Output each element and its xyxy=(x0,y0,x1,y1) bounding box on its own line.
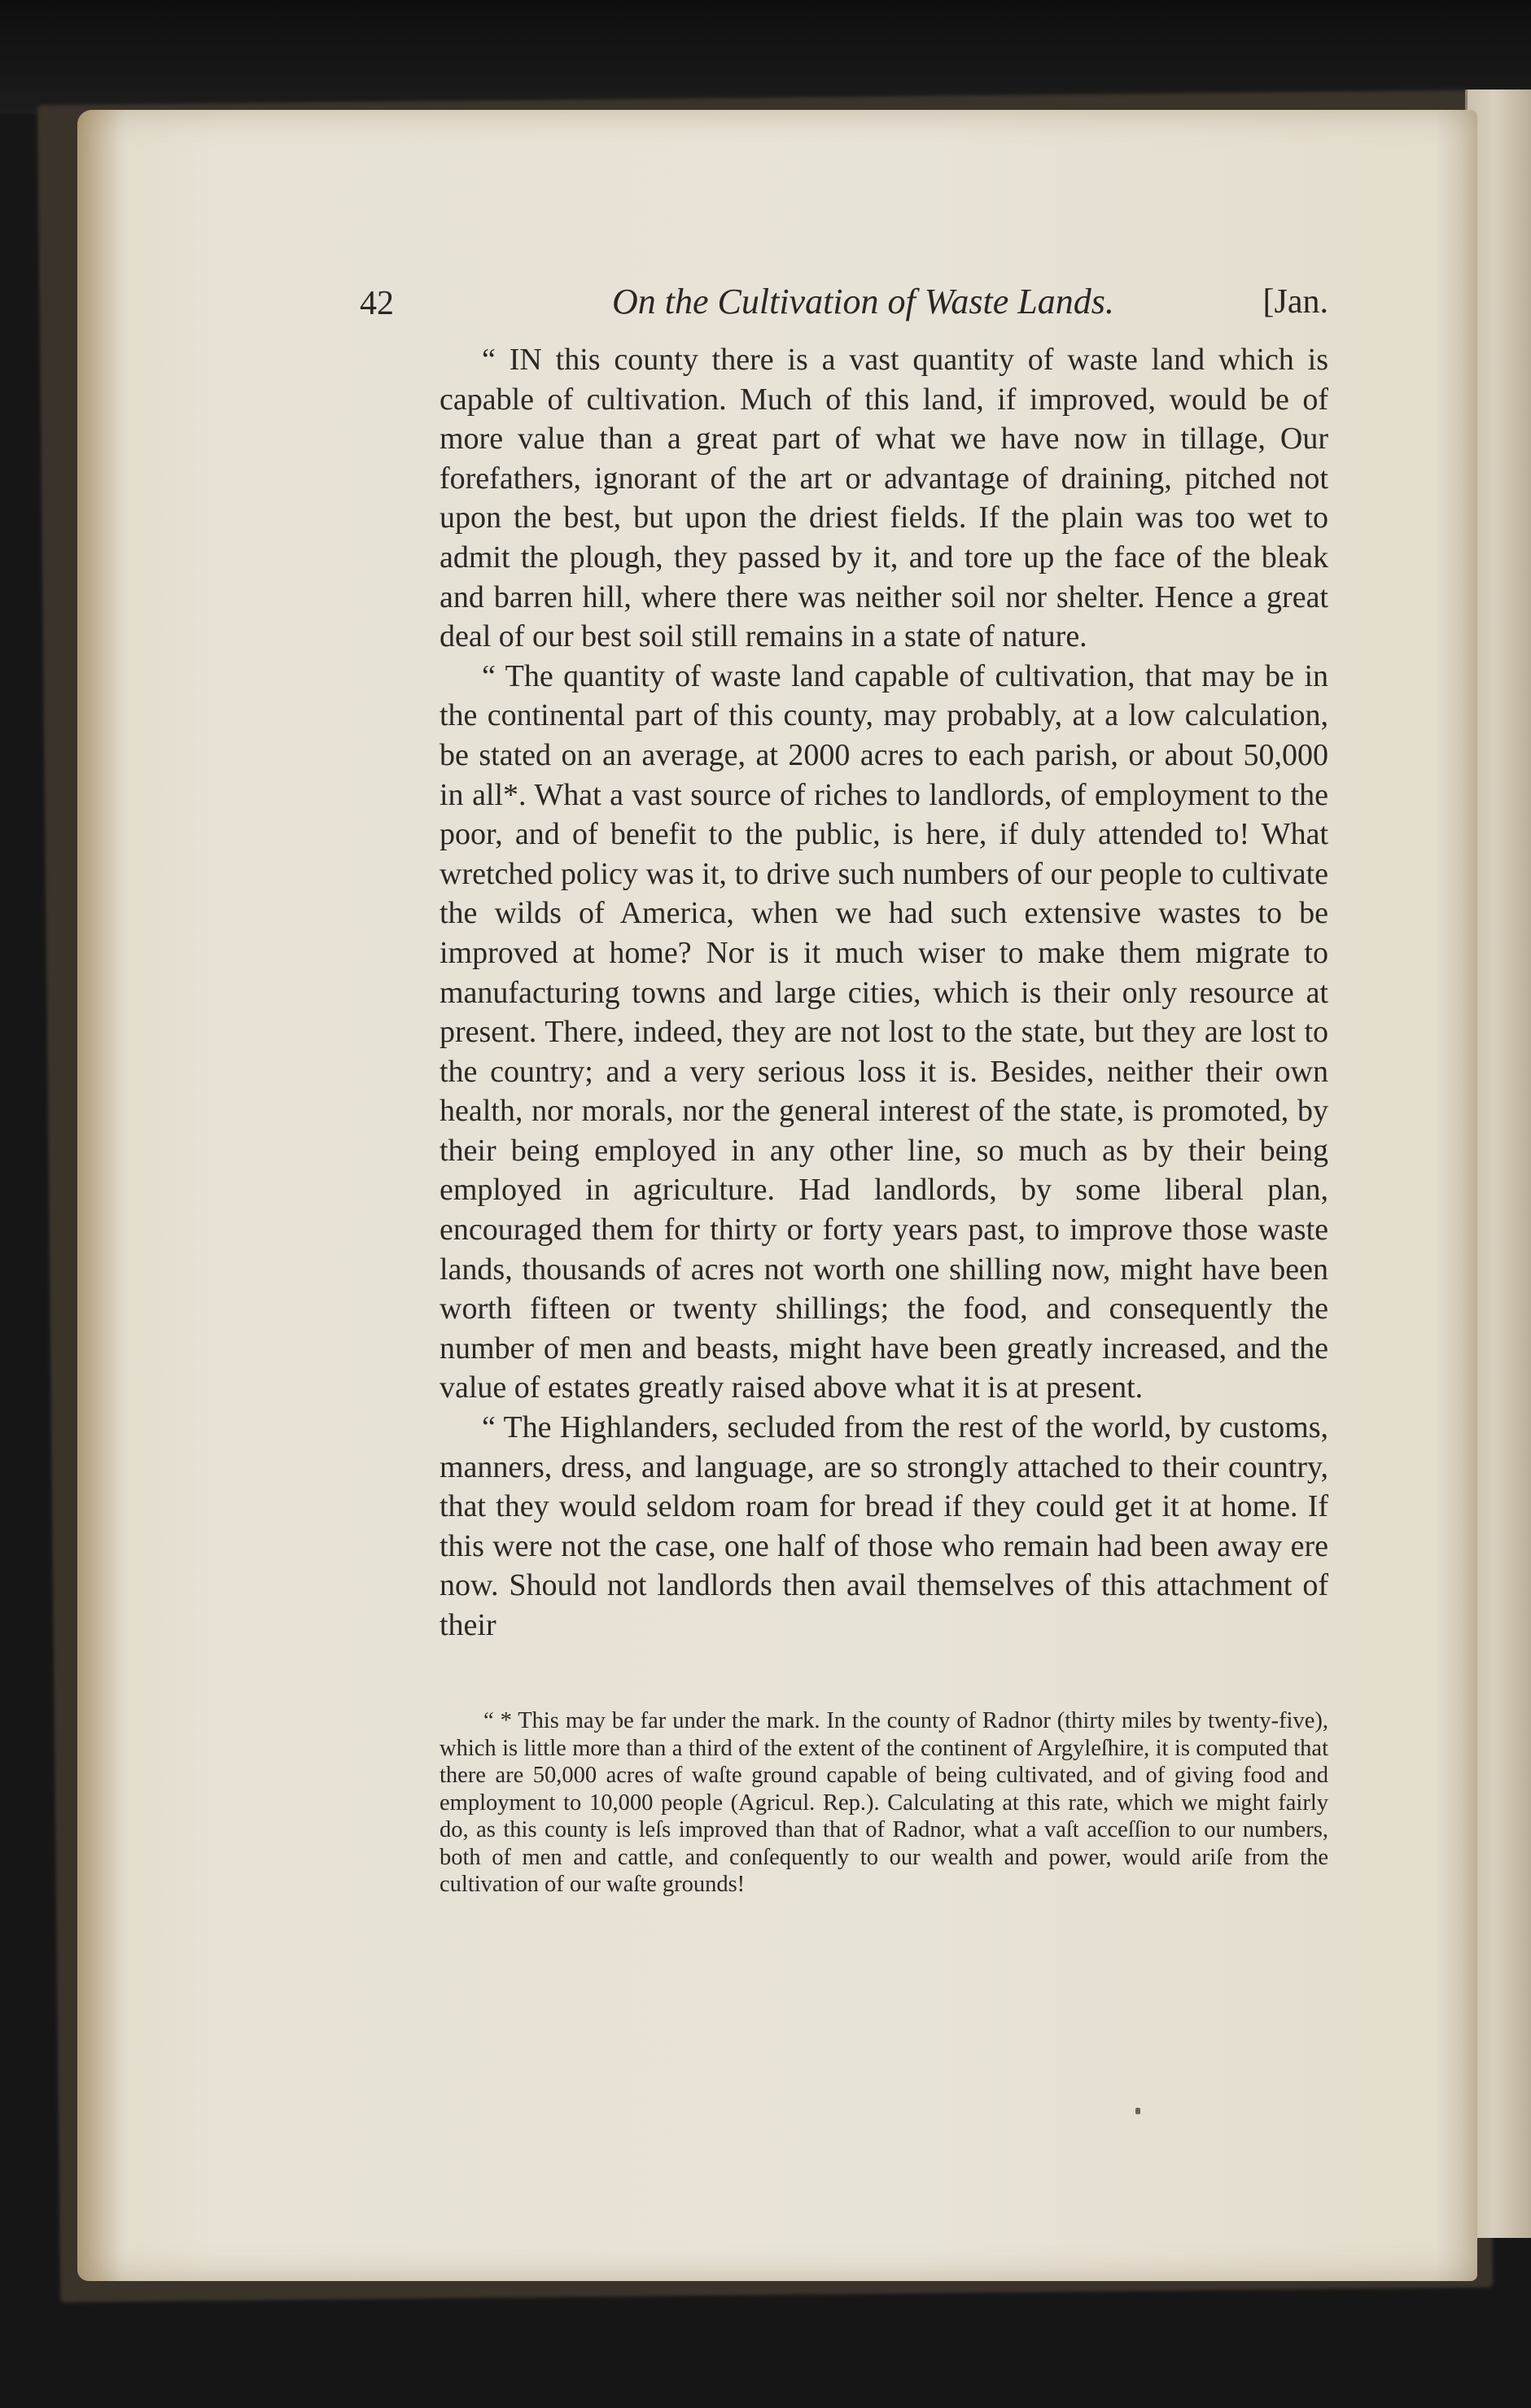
footnote xyxy=(440,1707,1328,1899)
paragraph: “ The quantity of waste land capable of cultivation, that may be in the continental part of this county, may probably, at a low calculation, be stated on an average, at 2000 acres to each parish, or about 50,000 in all*. What a vast source of riches to landlords, of employment to the poor, and of benefit to the public, is here, if duly attended to! What wretched policy was it, to drive such numbers of our people to cultivate the wilds of America, when we had such extensive wastes to be improved at home? Nor is it much wiser to make them migrate to manufacturing towns and large cities, which is their only resource at present. There, indeed, they are not lost to the state, but they are lost to the country; and a very serious loss it is. Besides, neither their own health, nor morals, nor the general interest of the state, is promoted, by their being employed in any other line, so much as by their being employed in agriculture. Had landlords, by some liberal plan, encouraged them for thirty or forty years past, to improve those waste lands, thousands of acres not worth one shilling now, might have been worth fifteen or twenty shillings; the food, and consequently the number of men and beasts, might have been greatly increased, and the value of estates greatly raised above what it is at present. xyxy=(440,658,1328,1405)
footnote-text: “ * This may be far under the mark. In the county of Radnor (thirty miles by twenty-five), which is little more than a third of the extent of the continent of Argyleſhire, it is computed that there are 50,000 acres of waſte ground capable of being cultivated, and of giving food and employment to 10,000 people (Agricul. Rep.). Calculating at this rate, which we might fairly do, as this county is leſs improved than that of Radnor, what a vaſt acceſſion to our numbers, both of men and cattle, and conſequently to our wealth and power, would ariſe from the cultivation of our waſte grounds! xyxy=(440,1708,1328,1897)
running-title: On the Cultivation of Waste Lands. xyxy=(612,282,1114,321)
running-head xyxy=(360,281,1328,330)
page-number: 42 xyxy=(360,285,394,322)
ink-speck xyxy=(1135,2108,1140,2114)
paragraph: “ IN this county there is a vast quantity of waste land which is capable of cultivation. Much of this land, if improved, would be of more value than a great part of what we have now in tillage, Our forefathers, ignorant of the art or advantage of draining, pitched not upon the best, but upon the driest fields. If the plain was too wet to admit the plough, they passed by it, and tore up the face of the bleak and barren hill, where there was neither soil nor shelter. Hence a great deal of our best soil still remains in a state of nature. xyxy=(440,343,1328,654)
body-text xyxy=(440,340,1328,1645)
paragraph: “ The Highlanders, secluded from the rest of the world, by customs, manners, dress, and language, are so strongly attached to their country, that they would seldom roam for bread if they could get it at home. If this were not the case, one half of those who remain had been away ere now. Should not landlords then avail themselves of this attachment of their xyxy=(440,1410,1328,1642)
running-date: [Jan. xyxy=(1262,283,1328,321)
